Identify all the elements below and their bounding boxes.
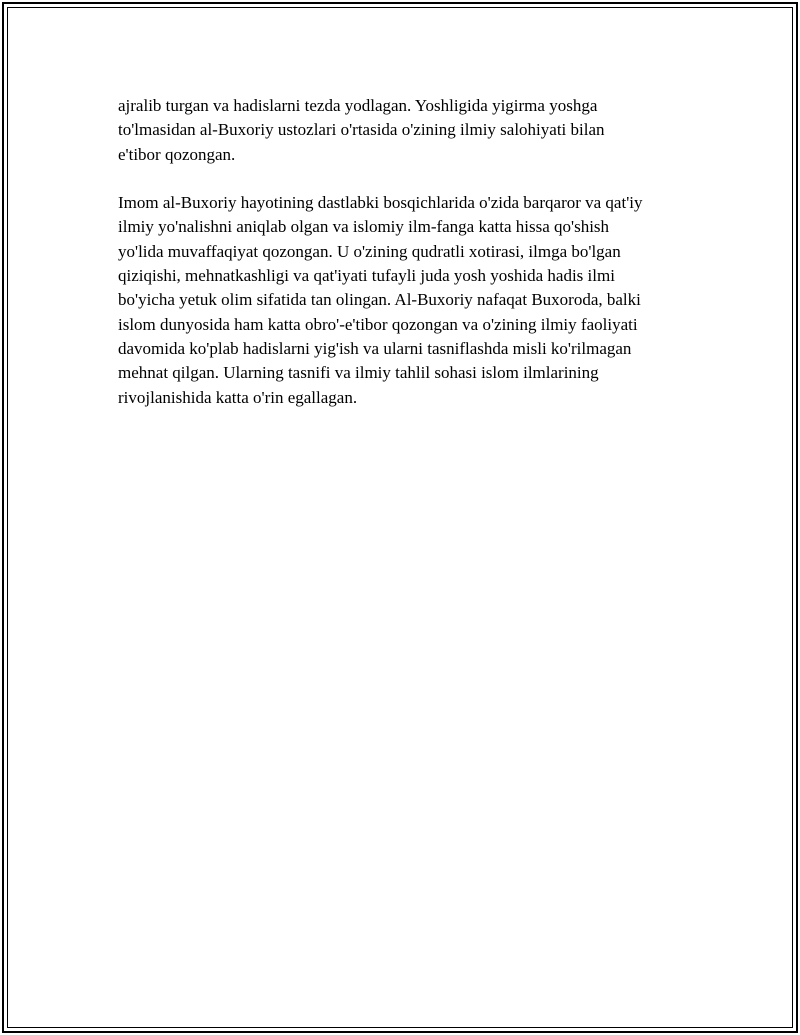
- paragraph-2: [118, 191, 693, 410]
- document-body: [118, 94, 693, 410]
- text-line: ilmiy yo'nalishni aniqlab olgan va islomiy ilm-fanga katta hissa qo'shish: [118, 217, 610, 237]
- text-line: rivojlanishida katta o'rin egallagan.: [118, 387, 358, 407]
- paragraph-spacer: [118, 167, 693, 191]
- text-line: e'tibor qozongan.: [118, 144, 236, 164]
- text-line: davomida ko'plab hadislarni yig'ish va ularni tasniflashda misli ko'rilmagan: [118, 338, 632, 358]
- text-line: to'lmasidan al-Buxoriy ustozlari o'rtasida o'zining ilmiy salohiyati bilan: [118, 120, 605, 140]
- text-line: Imom al-Buxoriy hayotining dastlabki bosqichlarida o'zida barqaror va qat'iy: [118, 193, 643, 213]
- text-line: islom dunyosida ham katta obro'-e'tibor qozongan va o'zining ilmiy faoliyati: [118, 314, 638, 334]
- text-line: yo'lida muvaffaqiyat qozongan. U o'zining qudratli xotirasi, ilmga bo'lgan: [118, 241, 621, 261]
- text-line: qiziqishi, mehnatkashligi va qat'iyati tufayli juda yosh yoshida hadis ilmi: [118, 266, 615, 286]
- paragraph-1: [118, 94, 693, 167]
- text-line: bo'yicha yetuk olim sifatida tan olingan. Al-Buxoriy nafaqat Buxoroda, balki: [118, 290, 641, 310]
- text-line: mehnat qilgan. Ularning tasnifi va ilmiy tahlil sohasi islom ilmlarining: [118, 363, 599, 383]
- text-line: ajralib turgan va hadislarni tezda yodlagan. Yoshligida yigirma yoshga: [118, 96, 598, 115]
